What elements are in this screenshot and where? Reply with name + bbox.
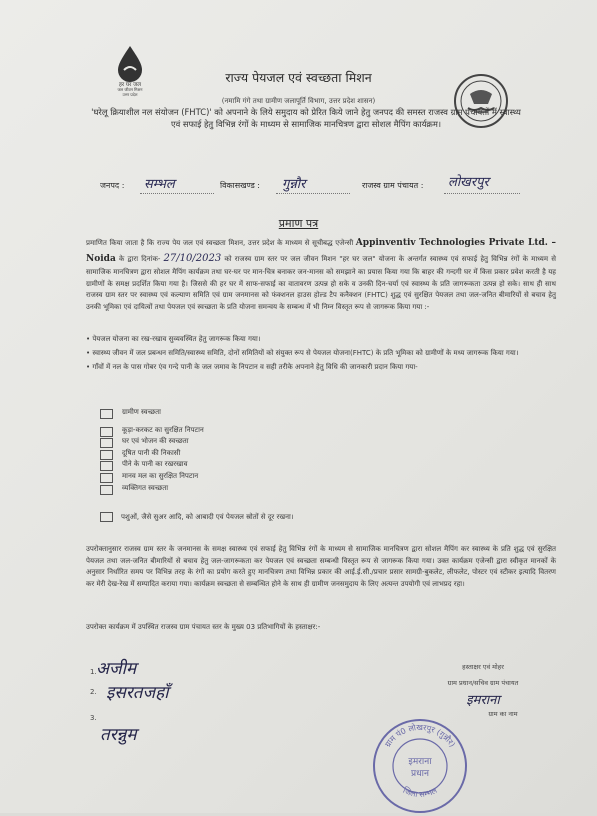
district-underline (140, 193, 214, 194)
signature-seal-label: हस्ताक्षर एवं मोहर (462, 663, 504, 671)
certificate-title: प्रमाण पत्र (278, 217, 319, 230)
participant-signature-1: अजीम (96, 659, 137, 679)
signature-number-1: 1. (90, 668, 97, 676)
awareness-bullets (86, 334, 556, 377)
block-value: गुन्नौर (282, 177, 306, 192)
pradhan-signature: इमराना (466, 692, 500, 708)
checklist-item: कूड़ा-करकट का सुरक्षित निपटान (100, 426, 400, 438)
participant-signature-3: तरन्नुम (100, 725, 137, 745)
village-label: राजस्व ग्राम पंचायत : (362, 181, 424, 190)
animal-line: पशुओं, जैसे सुअर आदि, को आबादी एवं पेयजल स्रोतों से दूर रखना। (100, 512, 400, 522)
bullet-item: • स्वास्थ्य जीवन में जल प्रबन्धन समिति/स्वास्थ्य समिति, दोनों समितियों को संयुक्त रूप से पेयजल योजना(FHTC) के प्रति भूमिका को ग्रामीणों के मध्य जागरूक किया गया। (86, 349, 519, 358)
har-ghar-jal-logo (104, 42, 156, 94)
header-title: राज्य पेयजल एवं स्वच्छता मिशन (225, 70, 372, 85)
checkbox (100, 438, 113, 448)
para1-part-b: के द्वारा दिनांक- (118, 254, 161, 263)
pradhan-secretary-label: ग्राम प्रधान/सचिव ग्राम पंचायत (447, 678, 519, 687)
signature-number-3: 3. (90, 714, 97, 722)
district-value: सम्भल (144, 177, 175, 192)
logo-caption-1: हर घर जल (119, 82, 141, 88)
certificate-paragraph-2: उपरोक्तानुसार राजस्व ग्राम स्तर के जनमानस के समक्ष स्वास्थ्य एवं सफाई हेतु विभिन्न रंगों के माध्यम से सामाजिक मानचित्रण द्वारा सोशल मैपिंग कर स्वास्थ्य के प्रति शुद्ध एवं सुरक्षित पेयजल तथा जल-जनित बीमारियों से बचाव हेतु जल-जागरूकता कर पेयजल एवं स्वच्छता सम्बन्धी विस्तृत रूप से जागरूक किया गया। उक्त कार्यक्रम एजेन्सी द्वारा स्वीकृत मानकों के अनुसार निर्धारित समय पर विभिन्न तरह के रंगों का प्रयोग करते हुए मानचित्रण तथा विभिन्न प्रकार की आई.ई.सी./प्रचार प्रसार सामग्री-बुकलेट, लीफलेट, पोस्टर एवं स्टीकर इत्यादि वितरण कर मेरी देख-रेख में सम्पादित कराया गया। कार्यक्रम स्वच्छता से सम्बन्धित होने के साथ ही ग्रामीण जनसमुदाय के लिए अत्यन्त उपयोगी एवं लाभप्रद रहा। (86, 545, 556, 588)
checkbox (100, 512, 113, 522)
checklist-item: मानव मल का सुरक्षित निपटान (100, 472, 400, 484)
district-label: जनपद : (100, 181, 125, 190)
certificate-paragraph-1 (86, 236, 556, 314)
logo-caption-2: जल जीवन मिशन (117, 87, 143, 92)
checkbox (100, 485, 113, 495)
checkbox (100, 409, 113, 419)
pradhan-seal-stamp (370, 716, 470, 816)
checklist-item: व्यक्तिगत स्वच्छता (100, 484, 400, 496)
para1-part-c: को राजस्व ग्राम स्तर पर जल जीवन मिशन "हर घर जल" योजना के अन्तर्गत स्वास्थ्य एवं सफाई हेतु विभिन्न रंगों के माध्यम से सामाजिक मानचित्रण द्वारा सोशल मैपिंग कार्यक्रम तथा घर-घर पर मान-चित्र बनाकर जन-मानस को समझाने का प्रयास किया गया कि बाहर की गन्दगी घर में किस प्रकार प्रवेश करती है यह ग्रामीणों के समक्ष प्रदर्शित किया गया है। जिससे की हर घर में साफ-सफाई का वातावरण उत्पन्न हो सके व उनकी दिन-चर्या एवं स्वास्थ्य के प्रति जागरूकता उत्पन्न हो सके। साथ ही साथ राजस्व ग्राम स्तर पर स्वास्थ्य एवं कल्याण समिति एवं ग्राम जनमानस को फंक्शनल हाउस होल्ड टैप कनैक्शन (FHTC) शुद्ध एवं सुरक्षित पेयजल तथा जल-जनित बीमारियों से बचाव हेतु उनकी भूमिका एवं दायित्वों तथा पेयजल एवं स्वच्छता के प्रति योजना समन्वय के सम्बन्ध में भी निम्न विस्तृत रूप से जागरूक किया गया :- (86, 254, 556, 311)
witness-line: उपरोक्त कार्यक्रम में उपस्थित राजस्व ग्राम पंचायत स्तर के मुख्य 03 प्रतिभागियों के हस्ताक्षर:- (86, 623, 321, 631)
checklist-item: ग्रामीण स्वच्छता (100, 408, 400, 420)
checklist-item: घर एवं भोजन की स्वच्छता (100, 437, 400, 449)
participant-signature-2: इसरतजहाँ (106, 683, 169, 703)
logo-caption-3: उत्तर प्रदेश (122, 92, 138, 97)
stamp-designation: प्रधान (411, 769, 429, 779)
checkbox (100, 473, 113, 483)
village-value: लोखरपुर (448, 175, 489, 190)
bullet-item: • पेयजल योजना का रख-रखाव सुव्यवस्थित हेतु जागरूक किया गया। (86, 335, 261, 343)
para1-part-a: प्रमाणित किया जाता है कि राज्य पेय जल एवं स्वच्छता मिशन, उत्तर प्रदेश के माध्यम से सूचीबद्ध एजेन्सी (86, 239, 354, 247)
checkbox (100, 461, 113, 471)
stamp-top-text: ग्राम पं0 लोखरपुर (गुन्नौर) (383, 722, 457, 749)
intro-text: 'घरेलू क्रियाशील नल संयोजन (FHTC)' को अपनाने के लिये समुदाय को प्रेरित किये जाने हेतु जनपद की समस्त राजस्व ग्राम पंचायतों में स्वास्थ्य एवं सफाई हेतु विभिन्न रंगों के माध्यम से सामाजिक मानचित्रण द्वारा सोशल मैपिंग कार्यक्रम। (91, 107, 521, 130)
block-label: विकासखण्ड : (220, 181, 261, 190)
sanitation-checklist (100, 408, 400, 495)
stamp-bottom-text: जिला सम्भल (401, 785, 439, 800)
village-underline (444, 193, 520, 194)
bullet-item: • गाँवों में नल के पास गोबर एंव गन्दे पानी के जल जमाव के निपटान व सही तरीके अपनाने हेतु विधि की जानकारी प्रदान किया गया- (86, 363, 418, 372)
pradhan-signature-block (418, 663, 548, 720)
agency-name: Appinventiv Technologies Private Ltd. – Noida (86, 238, 556, 264)
signature-number-2: 2. (90, 688, 97, 696)
stamp-name: इमराना (408, 757, 432, 767)
checklist-item: पीने के पानी का रखरखाव (100, 460, 400, 472)
checkbox (100, 450, 113, 460)
header-subtitle: (नमामि गंगे तथा ग्रामीण जलापूर्ति विभाग, उत्तर प्रदेश शासन) (221, 97, 376, 105)
checkbox (100, 427, 113, 437)
village-name-label: ग्राम का नाम (488, 710, 518, 718)
program-date: 27/10/2023 (163, 252, 222, 264)
location-form (100, 176, 520, 196)
checklist-item: दूषित पानी की निकासी (100, 449, 400, 461)
block-underline (276, 193, 350, 194)
